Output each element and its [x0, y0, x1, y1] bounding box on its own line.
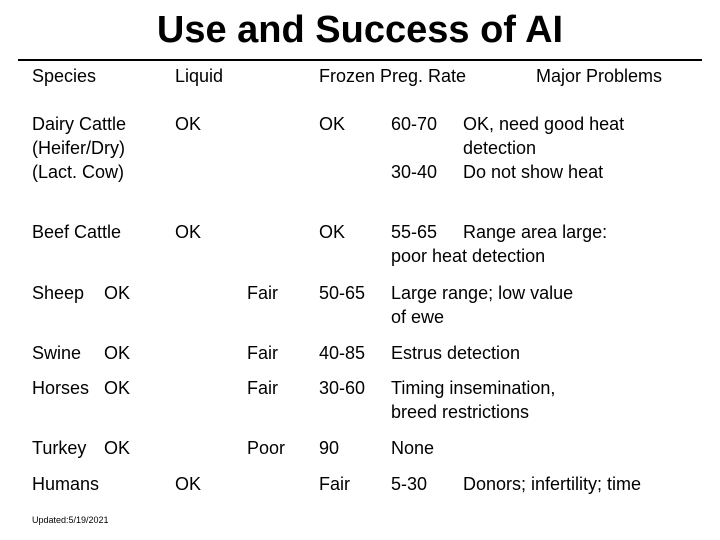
liquid-turkey: OK — [104, 438, 131, 458]
problem-turkey: None — [391, 438, 435, 458]
problem-sheep-line-2: of ewe — [391, 307, 445, 327]
rate-beef: 55-65 — [391, 222, 438, 242]
rate-dairy-lact: 30-40 — [391, 162, 438, 182]
species-turkey: Turkey — [32, 438, 87, 458]
problem-beef-line-1: Range area large: — [463, 222, 608, 242]
problem-horses-line-1: Timing insemination, — [391, 378, 556, 398]
problem-sheep-line-1: Large range; low value — [391, 283, 574, 303]
species-dairy-lact-cow: (Lact. Cow) — [32, 162, 125, 182]
problem-dairy-line-1: OK, need good heat — [463, 114, 625, 134]
frozen-humans: Fair — [319, 474, 350, 494]
rate-horses: 30-60 — [319, 378, 366, 398]
problem-humans: Donors; infertility; time — [463, 474, 642, 494]
slide-title: Use and Success of AI — [156, 9, 564, 51]
frozen-swine: Fair — [247, 343, 278, 363]
liquid-humans: OK — [175, 474, 202, 494]
header-major-problems: Major Problems — [536, 66, 663, 86]
header-liquid: Liquid — [175, 66, 224, 86]
problem-dairy-line-3: Do not show heat — [463, 162, 604, 182]
frozen-dairy: OK — [319, 114, 346, 134]
rate-swine: 40-85 — [319, 343, 366, 363]
rate-sheep: 50-65 — [319, 283, 366, 303]
species-sheep: Sheep — [32, 283, 85, 303]
species-beef-cattle: Beef Cattle — [32, 222, 122, 242]
liquid-beef: OK — [175, 222, 202, 242]
frozen-sheep: Fair — [247, 283, 278, 303]
frozen-beef: OK — [319, 222, 346, 242]
frozen-horses: Fair — [247, 378, 278, 398]
rate-turkey: 90 — [319, 438, 340, 458]
rate-humans: 5-30 — [391, 474, 428, 494]
species-dairy-cattle: Dairy Cattle — [32, 114, 127, 134]
problem-dairy-line-2: detection — [463, 138, 537, 158]
species-dairy-heifer-dry: (Heifer/Dry) — [32, 138, 125, 158]
header-species: Species — [32, 66, 97, 86]
liquid-swine: OK — [104, 343, 131, 363]
species-swine: Swine — [32, 343, 82, 363]
species-humans: Humans — [32, 474, 100, 494]
updated-footer: Updated:5/19/2021 — [32, 515, 109, 525]
liquid-horses: OK — [104, 378, 131, 398]
title-divider — [18, 59, 702, 61]
problem-swine: Estrus detection — [391, 343, 521, 363]
species-horses: Horses — [32, 378, 90, 398]
header-frozen-preg-rate: Frozen Preg. Rate — [319, 66, 467, 86]
liquid-sheep: OK — [104, 283, 131, 303]
problem-beef-line-2: poor heat detection — [391, 246, 546, 266]
liquid-dairy: OK — [175, 114, 202, 134]
frozen-turkey: Poor — [247, 438, 286, 458]
problem-horses-line-2: breed restrictions — [391, 402, 530, 422]
rate-dairy-heifer: 60-70 — [391, 114, 438, 134]
